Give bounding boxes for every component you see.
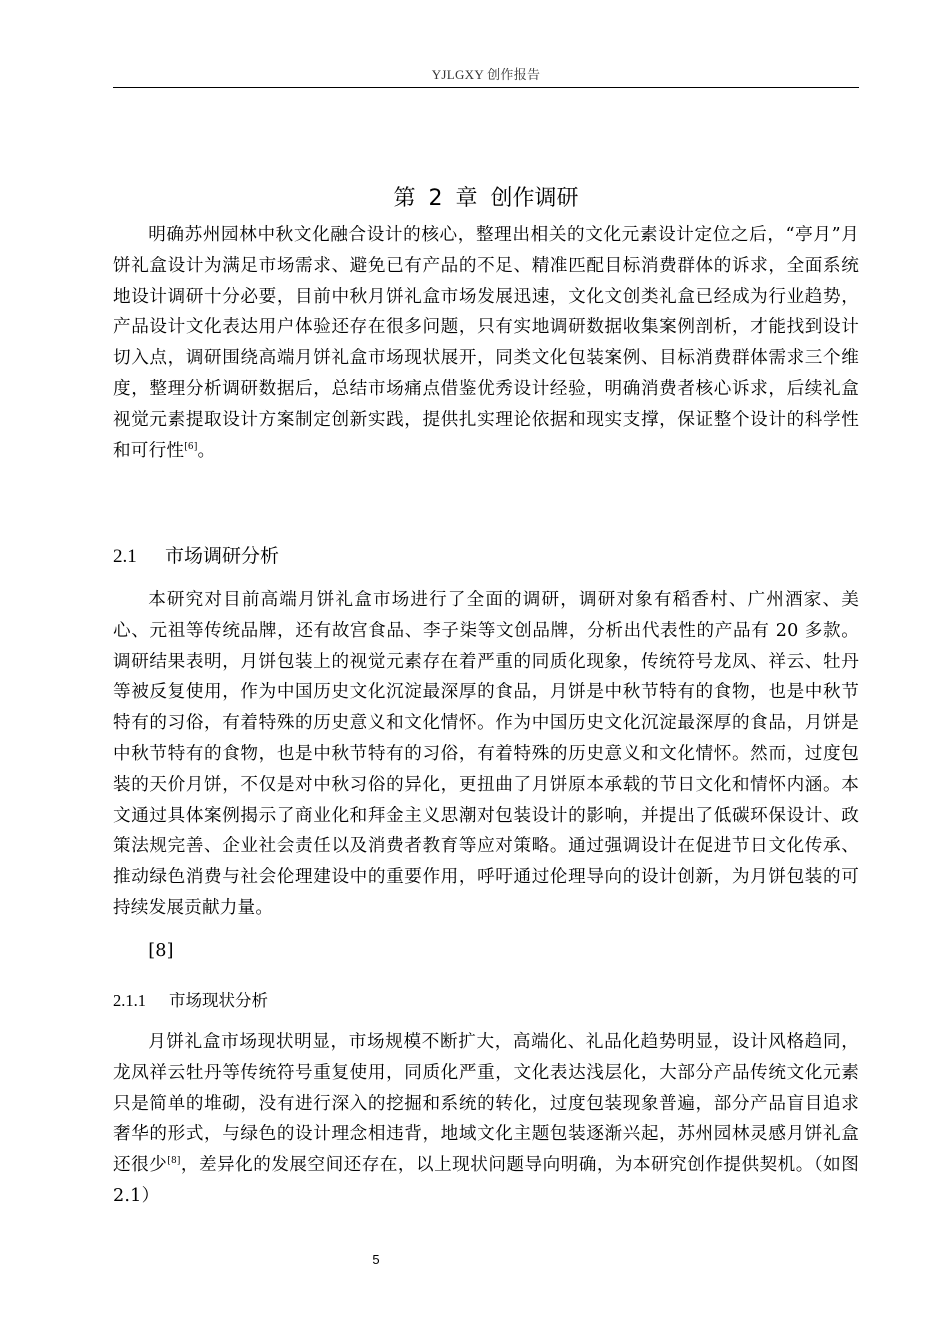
market-paragraph [113, 585, 859, 924]
market-text: 本研究对目前高端月饼礼盒市场进行了全面的调研，调研对象有稻香村、广州酒家、美心、元祖等传统品牌，还有故宫食品、李子柒等文创品牌，分析出代表性的产品有 20 多款。调研结果表明，月饼包装上的视觉元素存在着严重的同质化现象，传统符号龙凤、祥云、牡丹等被反复使用，作为中国历史文化沉淀最深厚的食品，月饼是中秋节特有的食物，也是中秋节特有的习俗，有着特殊的历史意义和文化情怀。作为中国历史文化沉淀最深厚的食品，月饼是中秋节特有的食物，也是中秋节特有的习俗，有着特殊的历史意义和文化情怀。然而，过度包装的天价月饼，不仅是对中秋习俗的异化，更扭曲了月饼原本承载的节日文化和情怀内涵。本文通过具体案例揭示了商业化和拜金主义思潮对包装设计的影响，并提出了低碳环保设计、政策法规完善、企业社会责任以及消费者教育等应对策略。通过强调设计在促进节日文化传承、推动绿色消费与社会伦理建设中的重要作用，呼吁通过伦理导向的设计创新，为月饼包装的可持续发展贡献力量。 [113, 590, 859, 918]
citation-8: [8] [148, 941, 174, 961]
section-title: 市场调研分析 [165, 545, 280, 567]
citation-6: [6] [184, 441, 198, 452]
citation-8-inline: [8] [167, 1156, 181, 1167]
subsection-number: 2.1.1 [113, 991, 146, 1010]
status-paragraph [113, 1027, 859, 1212]
header-rule [113, 87, 859, 88]
section-heading-2-1 [113, 542, 279, 571]
intro-text: 明确苏州园林中秋文化融合设计的核心，整理出相关的文化元素设计定位之后，“亭月”月饼礼盒设计为满足市场需求、避免已有产品的不足、精准匹配目标消费群体的诉求，全面系统地设计调研十分必要，目前中秋月饼礼盒市场发展迅速，文化文创类礼盒已经成为行业趋势，产品设计文化表达用户体验还存在很多问题，只有实地调研数据收集案例剖析，才能找到设计切入点，调研围绕高端月饼礼盒市场现状展开，同类文化包装案例、目标消费群体需求三个维度，整理分析调研数据后，总结市场痛点借鉴优秀设计经验，明确消费者核心诉求，后续礼盒视觉元素提取设计方案制定创新实践，提供扎实理论依据和现实支撑，保证整个设计的科学性和可行性 [113, 225, 859, 461]
subsection-title: 市场现状分析 [169, 991, 268, 1010]
chapter-title: 第 2 章 创作调研 [393, 186, 579, 211]
status-text-a: 月饼礼盒市场现状明显，市场规模不断扩大，高端化、礼品化趋势明显，设计风格趋同，龙凤祥云牡丹等传统符号重复使用，同质化严重，文化表达浅层化，大部分产品传统文化元素只是简单的堆砌，没有进行深入的挖掘和系统的转化，过度包装现象普遍，部分产品盲目追求奢华的形式，与绿色的设计理念相违背，地域文化主题包装逐渐兴起，苏州园林灵感月饼礼盒还很少 [113, 1032, 859, 1176]
intro-paragraph [113, 220, 859, 466]
status-text-b: ，差异化的发展空间还存在，以上现状问题导向明确，为本研究创作提供契机。（如图 2.1） [113, 1155, 859, 1206]
intro-end: 。 [197, 440, 216, 461]
subsection-heading-2-1-1 [113, 988, 268, 1014]
citation-line [113, 936, 859, 967]
running-header: YJLGXY 创作报告 [431, 67, 541, 82]
page-number: 5 [372, 1252, 380, 1267]
section-number: 2.1 [113, 546, 137, 567]
